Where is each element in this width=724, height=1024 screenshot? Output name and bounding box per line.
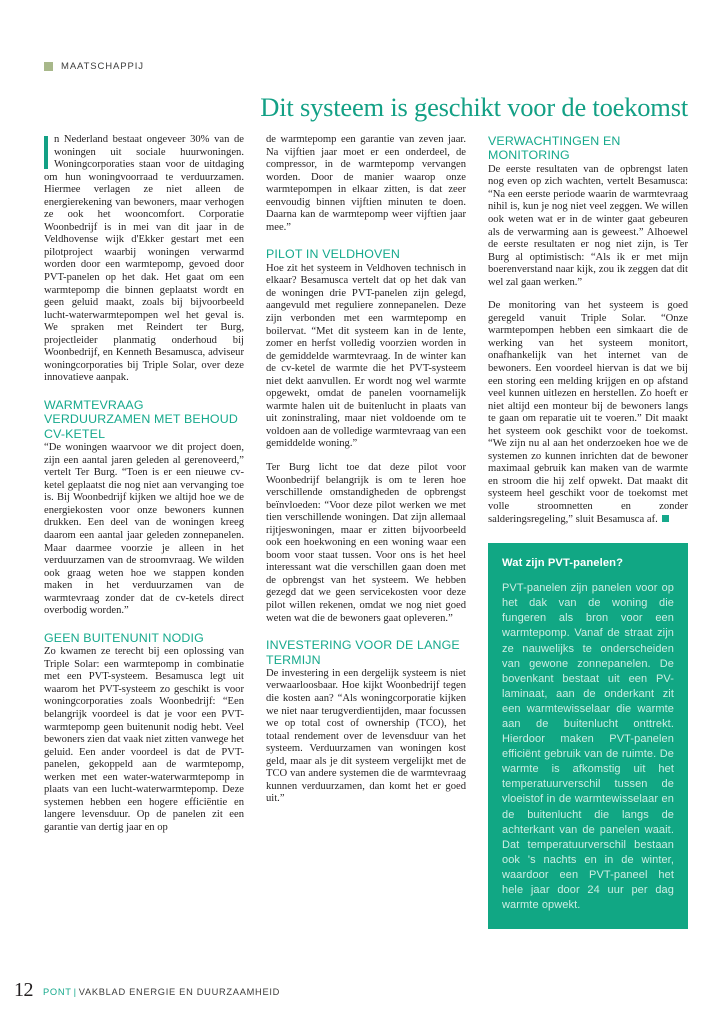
col2-paragraph-2: Hoe zit het systeem in Veldhoven technisch in elkaar? Besamusca vertelt dat op het dak van de woningen drie PVT-panelen zijn gelegd, aangevuld met reguliere zonnepanelen. Deze zijn verbonden met een warmtepomp en boilervat. “Met dit systeem kan in de lente, zomer en herfst volledig voorzien worden in de gemiddelde warmtevraag. In de winter kan de cv-ketel de warmte die het PVT-systeem niet dekt aanvullen. Er wordt nog wel warmte opgewekt, omdat de panelen voornamelijk warmte halen uit de buitenlucht in plaats van uit zoninstraling, maar niet voldoende om te voldoen aan de volledige warmtevraag van een gemiddelde woning.” <box>266 262 466 450</box>
col1-paragraph-3: Zo kwamen ze terecht bij een oplossing van Triple Solar: een warmtepomp in combinatie met een PVT-systeem. Besamusca legt uit waarom het PVT-systeem zo geschikt is voor woningcorporaties zoals Woonbedrijf: “Een belangrijk voordeel is dat je voor een PVT-warmtepomp geen buitenunit nodig hebt. Veel bewoners zien dat vaak niet zitten vanwege het geluid. Een ander voordeel is dat de PVT-panelen, gekoppeld aan de warmtepomp, werken met een water-waterwarmtepomp in plaats van een lucht-waterwarmtepomp. Deze systemen hebben een hogere efficiëntie en langere levensduur. Op de panelen zit een garantie van dertig jaar en op <box>44 646 244 833</box>
section-heading-verwachtingen: VERWACHTINGEN EN MONITORING <box>488 134 621 163</box>
category-label: MAATSCHAPPIJ <box>61 61 144 72</box>
page-title: Dit systeem is geschikt voor de toekomst <box>260 91 688 122</box>
footer-publication: VAKBLAD ENERGIE EN DUURZAAMHEID <box>78 987 281 997</box>
page-footer <box>14 979 280 1002</box>
section-heading-pilot: PILOT IN VELDHOVEN <box>266 247 400 262</box>
col2-paragraph-1: de warmtepomp een garantie van zeven jaar. Na vijftien jaar moet er een onderdeel, de compressor, in de warmtepomp vervangen worden. Door de manier waarop onze warmtepompen in elkaar zitten, is dat zeer eenvoudig binnen vijftien minuten te doen. Daarna kan de warmtepomp weer vijftien jaar mee.” <box>266 134 466 233</box>
article-columns <box>44 134 688 929</box>
pvt-info-box-title: Wat zijn PVT-panelen? <box>502 557 624 570</box>
section-heading-investering: INVESTERING VOOR DE LANGE TERMIJN <box>266 638 460 667</box>
col3-paragraph-2-text: De monitoring van het systeem is goed geregeld vanuit Triple Solar. “Onze warmtepompen hebben een simkaart die de werking van het systeem monitort, onafhankelijk van het internet van de bewoners. Een voordeel hiervan is dat we bij een storing een melding krijgen en op afstand veel kunnen uitlezen en herstellen. Zo hoeft er niet altijd een monteur bij de bewoners langs te gaan om reparatie uit te voeren.” Dit maakt het systeem ook geschikt voor de toekomst. “We zijn nu al aan het onderzoeken hoe we de systemen zo kunnen inrichten dat de bewoner maximaal gebruik kan maken van de warmte en stroom die hij zelf opwekt. Dat maakt dit systeem heel geschikt voor de toekomst met volle stroomnetten en zonder salderingsregeling,” sluit Besamusca af. <box>488 300 688 525</box>
square-marker-icon <box>44 62 53 71</box>
footer-brandline <box>43 987 280 997</box>
footer-brand: PONT <box>43 987 72 997</box>
category-kicker <box>44 61 144 72</box>
section-heading-buitenunit: GEEN BUITENUNIT NODIG <box>44 630 204 645</box>
col3-paragraph-1: De eerste resultaten van de opbrengst laten nog even op zich wachten, vertelt Besamusca: “Na een eerste periode waarin de warmtevraag nihil is, kun je nog niet veel zeggen. We willen ook weten wat er in de winter gaat gebeuren als de verwarming aan is geweest.” Alhoewel de eerste resultaten er nog niet zijn, is Ter Burg al optimistisch: “Als ik er met mijn boerenverstand naar kijk, zou ik zeggen dat dit wel zal gaan werken.” <box>488 163 688 288</box>
lead-paragraph <box>44 134 244 385</box>
article-column-3 <box>488 134 688 929</box>
article-column-1 <box>44 134 244 929</box>
page-number: 12 <box>14 979 33 1001</box>
lead-paragraph-text: n Nederland bestaat ongeveer 30% van de woningen uit sociale huurwoningen. Woningcorporaties staan voor de uitdaging om hun woningvoorraad te verduurzamen. Hiermee verlagen ze niet alleen de energierekening van bewoners, maar verhogen ze ook het wooncomfort. Corporatie Woonbedrijf is in mei van dit jaar in de Veldhovense wijk d'Ekker gestart met een pilotproject waarbij woningen verwarmd worden door een warmtepomp, gevoed door PVT-panelen op het dak. Het gaat om een warmtepomp die binnen geplaatst wordt en geen geluid maakt, zoals bij bijvoorbeeld lucht-waterwarmtepompen wel het geval is. We spraken met Reindert ter Burg, projectleider planmatig onderhoud bij Woonbedrijf, en Kenneth Besamusca, adviseur woningcorporaties bij Triple Solar, over deze innovatieve aanpak. <box>44 134 244 384</box>
col1-paragraph-2: “De woningen waarvoor we dit project doen, zijn een aantal jaren geleden al gerenoveerd,” vertelt Ter Burg. “Toen is er een nieuwe cv-ketel geplaatst die nog niet aan vervanging toe is. Bij Woonbedrijf kijken we altijd hoe we de energiekosten voor onze bewoners kunnen drukken. Een deel van de woningen kreeg daarom een aantal jaar geleden zonnepanelen. Maar daarmee voorzie je alleen in het verduurzamen van de stroomvraag. We wilden ook graag weten hoe we stappen konden maken in het verduurzamen van de warmtevraag zonder dat de cv-ketels direct overbodig worden.” <box>44 442 244 617</box>
col2-paragraph-3: Ter Burg licht toe dat deze pilot voor Woonbedrijf belangrijk is om te leren hoe verschillende omstandigheden de opbrengst beïnvloeden: “Voor deze pilot werken we met tien verschillende woningen. Dat zijn allemaal rijtjeswoningen, maar er zitten bijvoorbeeld ook een hoekwoning en een woning waar een boom voor staat tussen. Voor ons is het heel interessant wat die verschillen gaan doen met de opbrengst van het systeem. We hebben gezegd dat we geen servicekosten voor deze pilot willen rekenen, omdat we nog niet goed weten wat die de bewoners gaat opleveren.” <box>266 461 466 624</box>
pvt-info-box-body: PVT-panelen zijn panelen voor op het dak van de woning die fungeren als bron voor een warmtepomp. Vanaf de straat zijn ze nauwelijks te onderscheiden van gewone zonnepanelen. De bovenkant bestaat uit een PV-laminaat, aan de onderkant zit een warmtewisselaar die warmte aan de buitenlucht onttrekt. Hierdoor maken PVT-panelen efficiënt gebruik van de ruimte. De warmte is afkomstig uit het temperatuurverschil tussen de vloeistof in de warmtewisselaar en de buitenlucht die langs de achterkant van de panelen waait. Dat temperatuurverschil bestaan ook 's nachts en in de winter, waardoor een PVT-paneel het hele jaar door 24 uur per dag warmte opwekt. <box>502 582 674 912</box>
footer-separator: | <box>73 987 77 997</box>
col2-paragraph-4: De investering in een dergelijk systeem is niet verwaarloosbaar. Hoe kijkt Woonbedrijf tegen die kosten aan? “Als woningcorporatie kijken we niet naar terugverdientijden, maar focussen we op total cost of ownership (TCO), het totaal rendement over de levensduur van het systeem. Verduurzamen van woningen kost geld, maar als je dit systeem vergelijkt met de TCO van andere systemen die de warmtevraag kunnen verduurzamen, dan komt het er goed uit.” <box>266 667 466 805</box>
square-endmark-icon <box>662 515 669 522</box>
article-column-2 <box>266 134 466 929</box>
col3-paragraph-2 <box>488 300 688 526</box>
section-heading-warmtevraag: WARMTEVRAAG VERDUURZAMEN MET BEHOUD CV-KETEL <box>44 397 238 441</box>
pvt-info-box <box>488 543 688 929</box>
drop-cap-bar-icon <box>44 136 48 169</box>
